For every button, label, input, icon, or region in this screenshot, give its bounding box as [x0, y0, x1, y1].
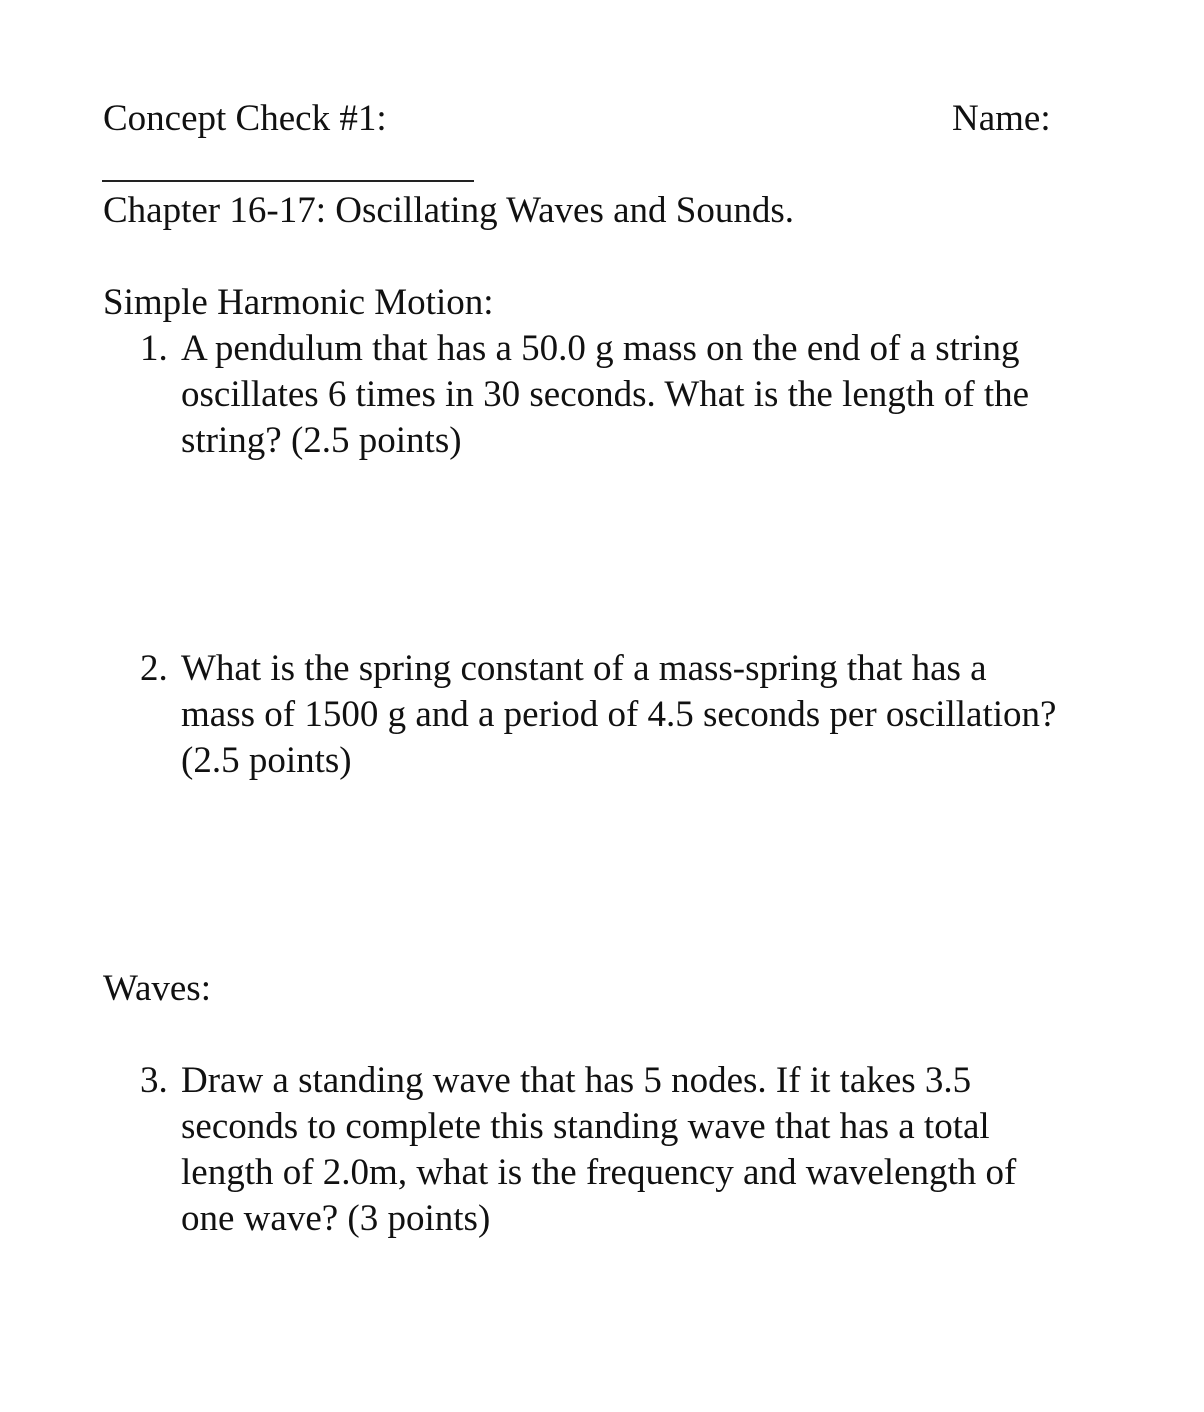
- page-title: Concept Check #1:: [103, 98, 387, 139]
- question-text-line: length of 2.0m, what is the frequency and wavelength of: [181, 1152, 1017, 1193]
- question-text-line: A pendulum that has a 50.0 g mass on the end of a string: [181, 328, 1020, 369]
- name-blank-line: [102, 180, 474, 182]
- question-text-line: one wave? (3 points): [181, 1198, 491, 1239]
- question-text-line: mass of 1500 g and a period of 4.5 seconds per oscillation?: [181, 694, 1057, 735]
- question-number: 3.: [140, 1060, 168, 1101]
- question-text-line: oscillates 6 times in 30 seconds. What is the length of the: [181, 374, 1030, 415]
- question-text-line: Draw a standing wave that has 5 nodes. If it takes 3.5: [181, 1060, 972, 1101]
- question-number: 2.: [140, 648, 168, 689]
- question-text-line: seconds to complete this standing wave that has a total: [181, 1106, 990, 1147]
- chapter-title: Chapter 16-17: Oscillating Waves and Sounds.: [103, 190, 795, 231]
- question-text-line: string? (2.5 points): [181, 420, 462, 461]
- name-label: Name:: [952, 98, 1051, 139]
- section-heading-simple-harmonic-motion: Simple Harmonic Motion:: [103, 282, 494, 323]
- question-number: 1.: [140, 328, 168, 369]
- question-text-line: What is the spring constant of a mass-spring that has a: [181, 648, 987, 689]
- question-text-line: (2.5 points): [181, 740, 352, 781]
- section-heading-waves: Waves:: [103, 968, 211, 1009]
